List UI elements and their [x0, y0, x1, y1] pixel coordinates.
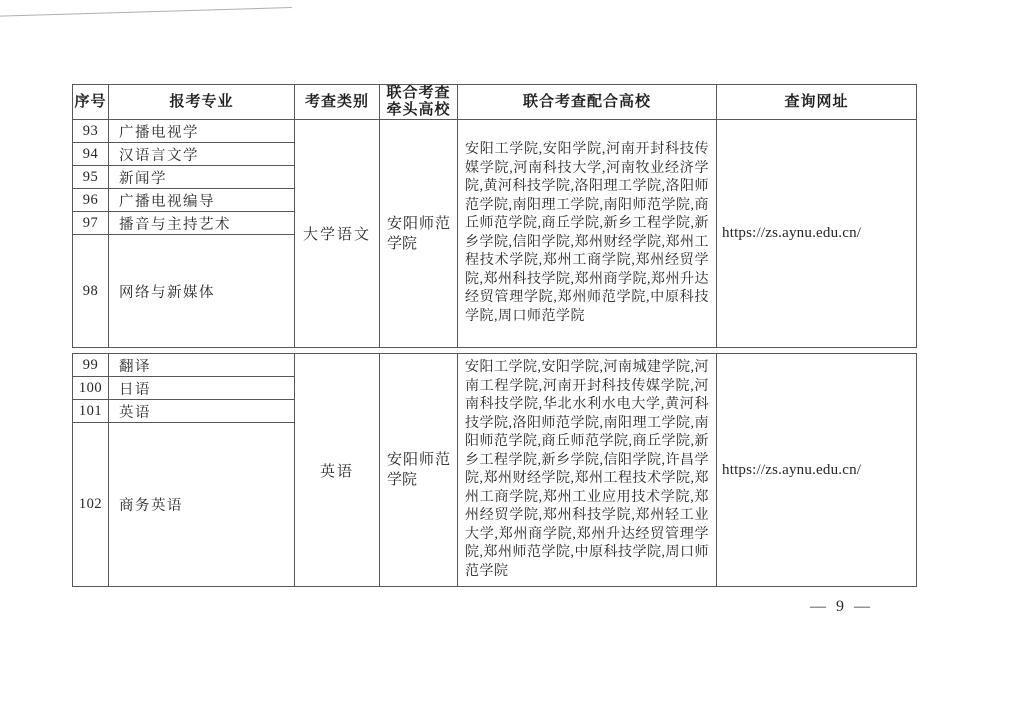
- cell-serial-no: 97: [73, 212, 109, 235]
- cell-major: 汉语言文学: [109, 143, 295, 166]
- cell-major: 广播电视学: [109, 120, 295, 143]
- header-major: 报考专业: [109, 85, 295, 120]
- cell-major: 日语: [109, 377, 295, 400]
- cell-serial-no: 96: [73, 189, 109, 212]
- cell-serial-no: 102: [73, 423, 109, 587]
- cell-serial-no: 99: [73, 354, 109, 377]
- cell-partner-schools: 安阳工学院,安阳学院,河南城建学院,河南工程学院,河南开封科技传媒学院,河南科技学院,华北水利水电大学,黄河科技学院,洛阳师范学院,南阳理工学院,南阳师范学院,商丘师范学院,商丘学院,新乡工程学院,新乡学院,信阳学院,许昌学院,郑州财经学院,郑州工程技术学院,郑州工商学院,郑州工业应用技术学院,郑州经贸学院,郑州科技学院,郑州轻工业大学,郑州商学院,郑州升达经贸管理学院,郑州师范学院,中原科技学院,周口师范学院: [458, 354, 717, 587]
- cell-major: 网络与新媒体: [109, 235, 295, 348]
- cell-serial-no: 101: [73, 400, 109, 423]
- header-query-url: 查询网址: [717, 85, 917, 120]
- cell-category: 英语: [295, 354, 380, 587]
- scan-edge-artifact: [0, 7, 292, 17]
- cell-query-url: https://zs.aynu.edu.cn/: [717, 354, 917, 587]
- header-serial-no: 序号: [73, 85, 109, 120]
- header-category: 考查类别: [295, 85, 380, 120]
- majors-table-block-1: [72, 84, 917, 348]
- cell-serial-no: 100: [73, 377, 109, 400]
- cell-major: 播音与主持艺术: [109, 212, 295, 235]
- cell-major: 新闻学: [109, 166, 295, 189]
- cell-major: 广播电视编导: [109, 189, 295, 212]
- cell-serial-no: 94: [73, 143, 109, 166]
- table-row: [73, 120, 917, 143]
- cell-partner-schools: 安阳工学院,安阳学院,河南开封科技传媒学院,河南科技大学,河南牧业经济学院,黄河科技学院,洛阳理工学院,洛阳师范学院,南阳理工学院,南阳师范学院,商丘师范学院,商丘学院,新乡工程学院,新乡学院,信阳学院,郑州财经学院,郑州工程技术学院,郑州工商学院,郑州经贸学院,郑州科技学院,郑州商学院,郑州升达经贸管理学院,郑州师范学院,中原科技学院,周口师范学院: [458, 120, 717, 348]
- table-row: [73, 354, 917, 377]
- cell-major: 英语: [109, 400, 295, 423]
- cell-lead-school: 安阳师范学院: [380, 120, 458, 348]
- page-number: — 9 —: [810, 598, 873, 615]
- header-partner-schools: 联合考查配合高校: [458, 85, 717, 120]
- cell-serial-no: 98: [73, 235, 109, 348]
- header-lead-school: 联合考查牵头高校: [380, 85, 458, 120]
- cell-lead-school: 安阳师范学院: [380, 354, 458, 587]
- cell-major: 翻译: [109, 354, 295, 377]
- cell-serial-no: 93: [73, 120, 109, 143]
- cell-serial-no: 95: [73, 166, 109, 189]
- header-row: [73, 85, 917, 120]
- majors-table-block-2: [72, 353, 917, 587]
- cell-major: 商务英语: [109, 423, 295, 587]
- cell-query-url: https://zs.aynu.edu.cn/: [717, 120, 917, 348]
- cell-category: 大学语文: [295, 120, 380, 348]
